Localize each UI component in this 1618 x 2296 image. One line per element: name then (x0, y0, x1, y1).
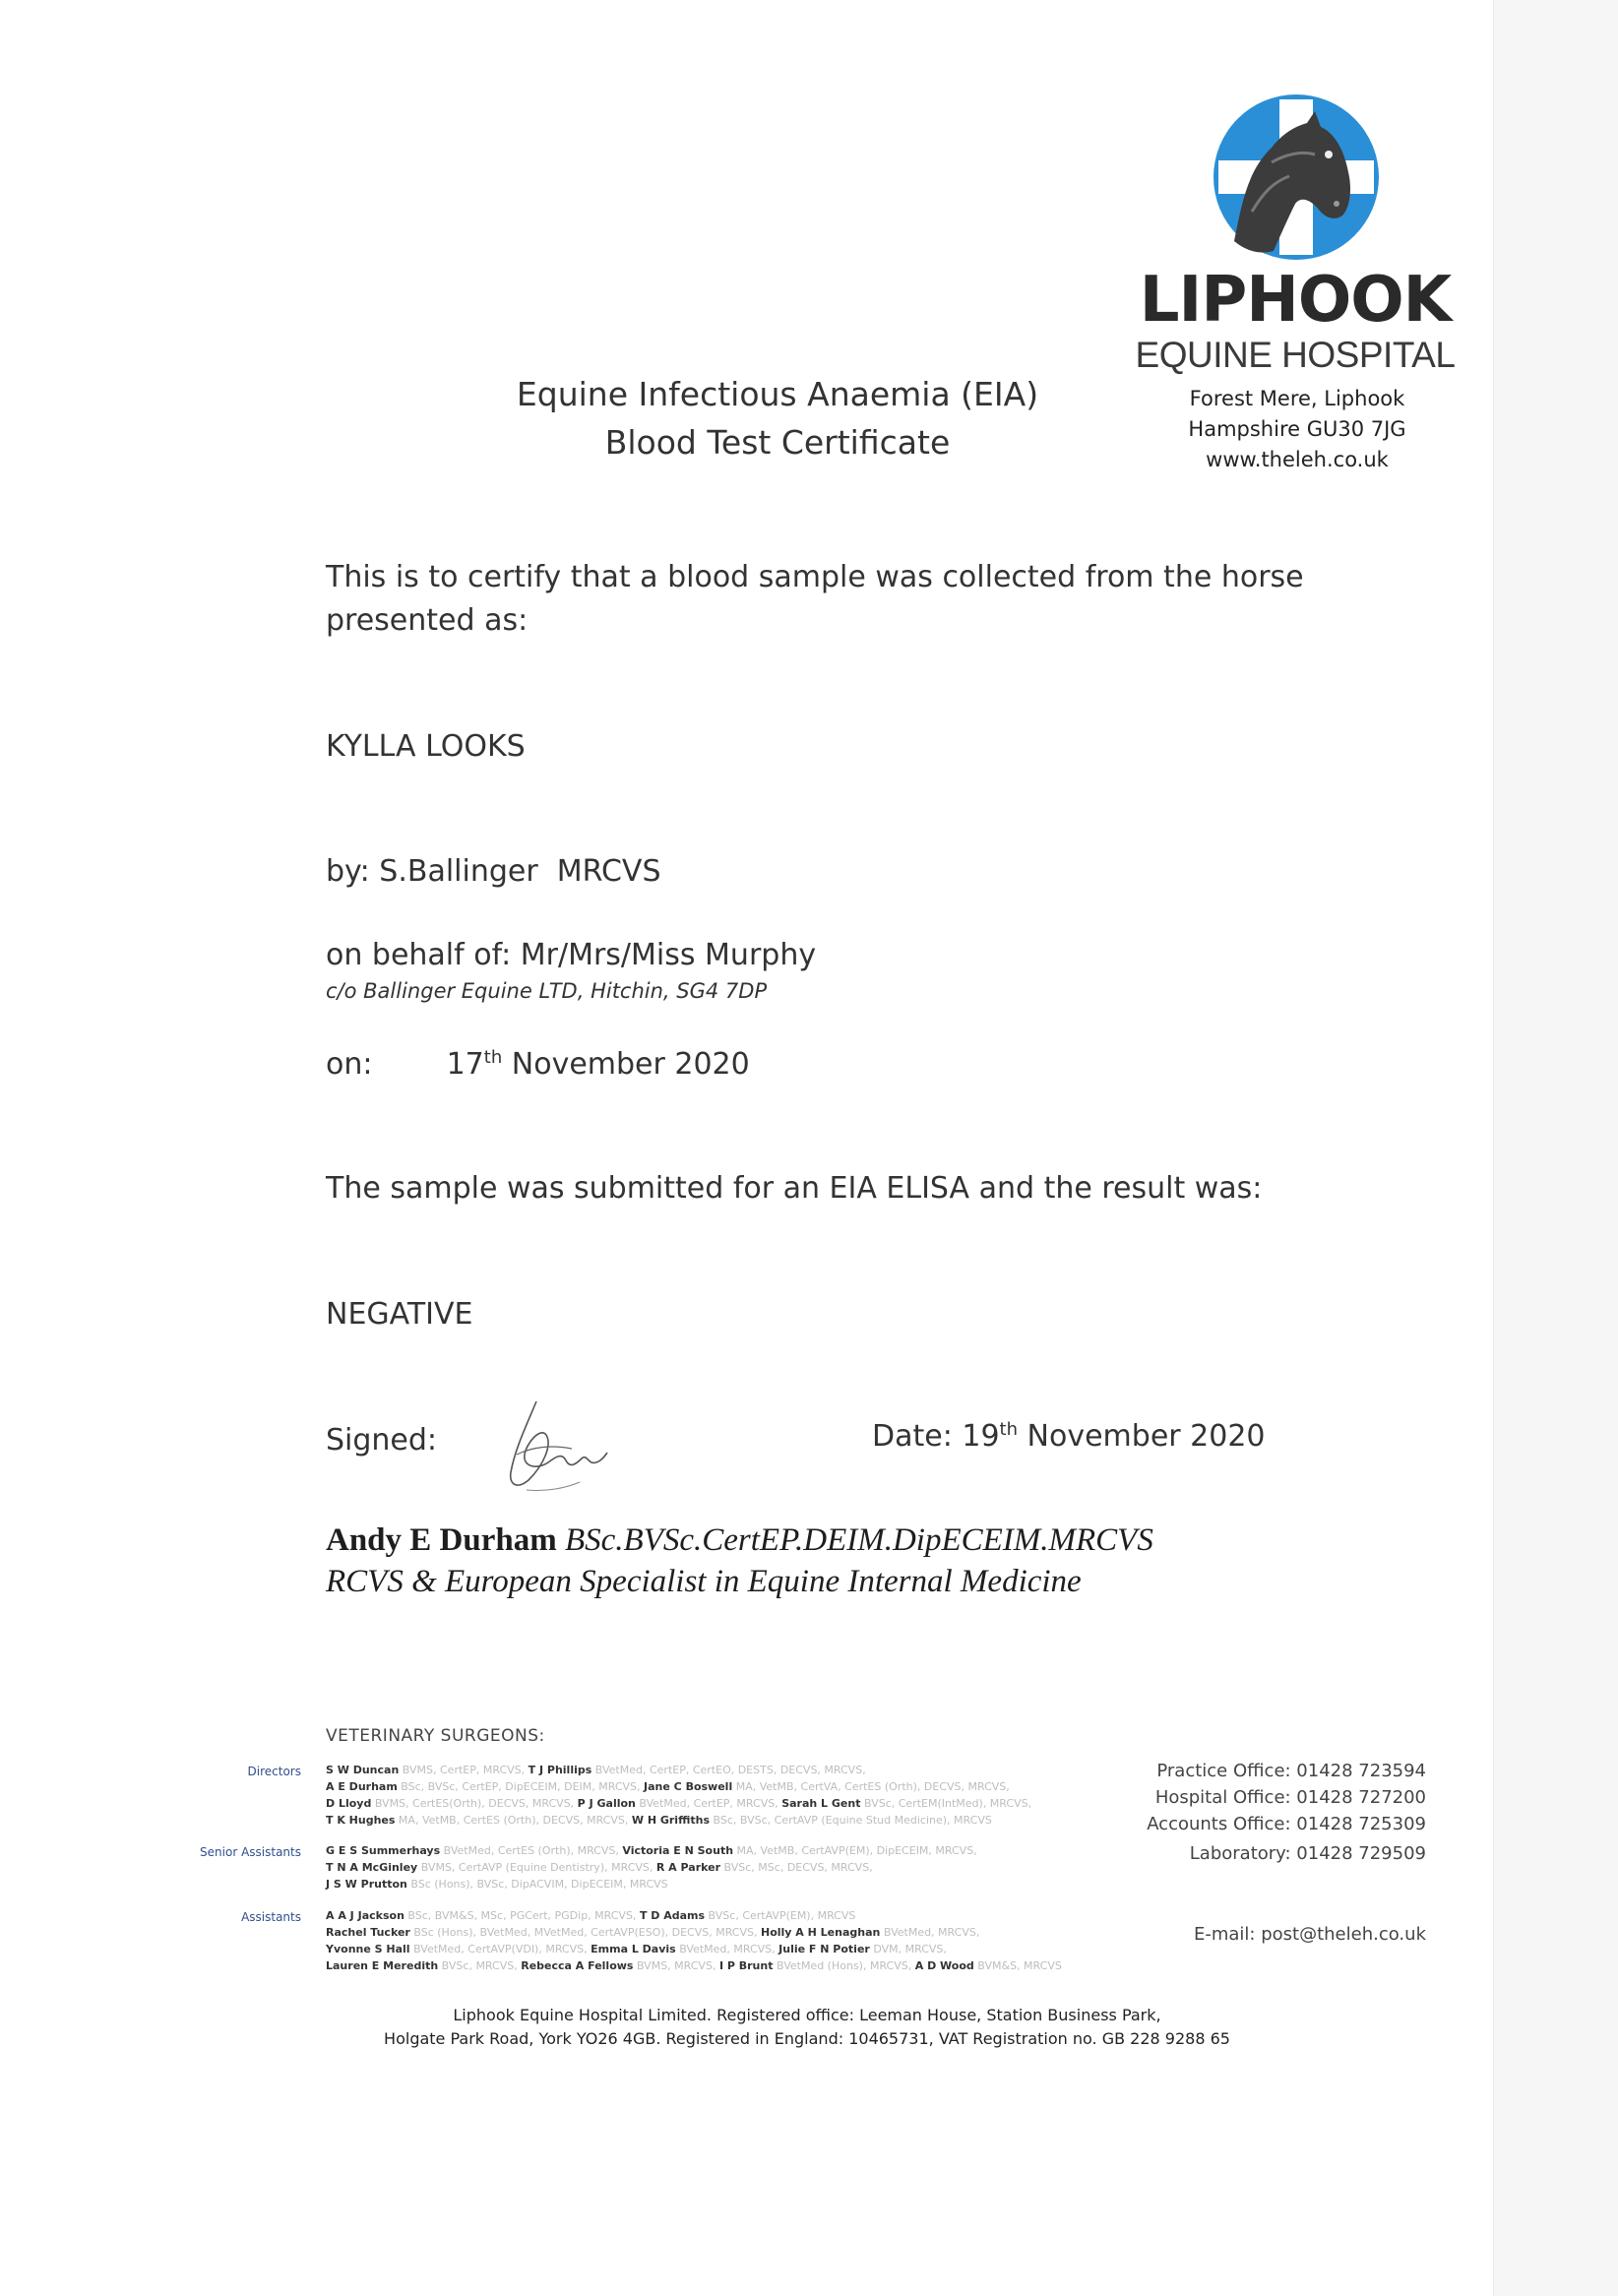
test-result: NEGATIVE (326, 1297, 473, 1332)
hospital-name: LIPHOOK (1139, 264, 1452, 337)
staff-qualifications: BVM&S, MRCVS (973, 1959, 1062, 1972)
staff-qualifications: BVSc, CertEM(IntMed), MRCVS, (860, 1797, 1032, 1810)
owner-line (326, 938, 816, 972)
staff-qualifications: BVetMed, CertEP, CertEO, DESTS, DECVS, MRCVS, (591, 1764, 866, 1776)
owner-address: c/o Ballinger Equine LTD, Hitchin, SG4 7DP (326, 979, 768, 1003)
owner-label: on behalf of: (326, 938, 512, 972)
staff-row (326, 1778, 1031, 1795)
laboratory-phone: Laboratory: 01428 729509 (1189, 1843, 1426, 1864)
email-address[interactable]: E-mail: post@theleh.co.uk (1194, 1924, 1426, 1945)
staff-name: I P Brunt (718, 1959, 774, 1972)
staff-name: S W Duncan (326, 1764, 400, 1776)
address-line-2: Hampshire GU30 7JG (1188, 417, 1406, 441)
signatory-name-line (326, 1522, 1153, 1559)
directors-list (326, 1762, 1031, 1829)
staff-qualifications: BSc (Hons), BVSc, DipACVIM, DipECEIM, MRCVS (406, 1878, 668, 1891)
vet-surgeons-heading: VETERINARY SURGEONS: (326, 1726, 545, 1746)
staff-qualifications: DVM, MRCVS, (869, 1943, 947, 1955)
staff-row (326, 1941, 1062, 1957)
horse-logo-icon (1213, 93, 1380, 261)
staff-name: D Lloyd (326, 1797, 372, 1810)
staff-name: Rachel Tucker (326, 1926, 410, 1939)
registered-office-line-1: Liphook Equine Hospital Limited. Registered office: Leeman House, Station Business Park, (453, 2006, 1161, 2024)
staff-qualifications: BVSc, MSc, DECVS, MRCVS, (720, 1861, 873, 1874)
staff-name: Sarah L Gent (781, 1797, 861, 1810)
staff-name: A E Durham (326, 1780, 398, 1793)
staff-name: Julie F N Potier (778, 1943, 870, 1955)
signatory-title: RCVS & European Specialist in Equine Internal Medicine (326, 1564, 1082, 1599)
staff-qualifications: BVetMed, MRCVS, (880, 1926, 980, 1939)
staff-name: J S W Prutton (326, 1878, 407, 1891)
senior-assistants-list (326, 1842, 977, 1893)
staff-qualifications: BVetMed, CertES (Orth), MRCVS, (440, 1844, 623, 1857)
signed-date-label: Date: (872, 1419, 953, 1454)
hospital-subtitle: EQUINE HOSPITAL (1135, 335, 1456, 375)
signed-date-line (872, 1419, 1266, 1454)
staff-row (326, 1859, 977, 1876)
collected-by-label: by: (326, 854, 370, 889)
accounts-office-phone: Accounts Office: 01428 725309 (1147, 1814, 1426, 1834)
staff-name: W H Griffiths (631, 1814, 710, 1827)
staff-qualifications: BVetMed, CertEP, MRCVS, (635, 1797, 782, 1810)
staff-qualifications: MA, VetMB, CertES (Orth), DECVS, MRCVS, (395, 1814, 632, 1827)
practice-office-phone: Practice Office: 01428 723594 (1156, 1761, 1426, 1781)
staff-name: Holly A H Lenaghan (760, 1926, 881, 1939)
staff-row (326, 1795, 1031, 1812)
staff-name: G E S Summerhays (326, 1844, 441, 1857)
website: www.theleh.co.uk (1206, 448, 1389, 471)
assistants-list (326, 1907, 1062, 1974)
collection-date: 17th November 2020 (446, 1047, 750, 1082)
directors-label: Directors (247, 1765, 301, 1778)
collection-date-line (326, 1047, 750, 1082)
staff-name: A D Wood (914, 1959, 974, 1972)
staff-qualifications: BVetMed, MRCVS, (675, 1943, 779, 1955)
intro-line-1: This is to certify that a blood sample was collected from the horse (326, 560, 1304, 594)
staff-qualifications: BVMS, CertES(Orth), DECVS, MRCVS, (371, 1797, 578, 1810)
staff-name: Emma L Davis (591, 1943, 676, 1955)
staff-name: T D Adams (639, 1909, 706, 1922)
address-line-1: Forest Mere, Liphook (1189, 387, 1405, 410)
staff-name: T J Phillips (528, 1764, 592, 1776)
staff-row (326, 1924, 1062, 1941)
staff-qualifications: BVetMed, CertAVP(VDI), MRCVS, (409, 1943, 591, 1955)
collected-by (326, 854, 661, 889)
test-statement: The sample was submitted for an EIA ELISA and the result was: (326, 1171, 1263, 1206)
registered-office-line-2: Holgate Park Road, York YO26 4GB. Registered in England: 10465731, VAT Registration no. GB 228 9288 65 (384, 2029, 1230, 2048)
staff-row (326, 1842, 977, 1859)
staff-name: Victoria E N South (622, 1844, 734, 1857)
signature-image (497, 1396, 625, 1494)
staff-qualifications: MA, VetMB, CertVA, CertES (Orth), DECVS, MRCVS, (732, 1780, 1010, 1793)
staff-row (326, 1876, 977, 1893)
staff-qualifications: BVSc, CertAVP(EM), MRCVS (705, 1909, 856, 1922)
signatory-qualifications: BSc.BVSc.CertEP.DEIM.DipECEIM.MRCVS (556, 1522, 1153, 1558)
staff-name: Yvonne S Hall (326, 1943, 410, 1955)
staff-name: R A Parker (655, 1861, 721, 1874)
staff-row (326, 1762, 1031, 1778)
collection-date-label: on: (326, 1047, 373, 1082)
staff-qualifications: MA, VetMB, CertAVP(EM), DipECEIM, MRCVS, (733, 1844, 977, 1857)
horse-name: KYLLA LOOKS (326, 729, 526, 764)
staff-qualifications: BVetMed (Hons), MRCVS, (773, 1959, 915, 1972)
certificate-title-line-1: Equine Infectious Anaemia (EIA) (516, 375, 1039, 413)
staff-name: Lauren E Meredith (326, 1959, 439, 1972)
staff-qualifications: BSc, BVSc, CertAVP (Equine Stud Medicine), MRCVS (710, 1814, 992, 1827)
scan-edge (1494, 0, 1618, 2296)
hospital-office-phone: Hospital Office: 01428 727200 (1154, 1787, 1426, 1808)
staff-qualifications: BVMS, CertEP, MRCVS, (399, 1764, 529, 1776)
staff-name: A A J Jackson (326, 1909, 404, 1922)
senior-assistants-label: Senior Assistants (200, 1845, 301, 1859)
owner-name: Mr/Mrs/Miss Murphy (520, 938, 817, 972)
staff-qualifications: BSc (Hons), BVetMed, MVetMed, CertAVP(ESO), DECVS, MRCVS, (409, 1926, 761, 1939)
staff-name: Rebecca A Fellows (521, 1959, 634, 1972)
staff-qualifications: BSc, BVSc, CertEP, DipECEIM, DEIM, MRCVS, (397, 1780, 645, 1793)
staff-name: P J Gallon (577, 1797, 636, 1810)
staff-qualifications: BVSc, MRCVS, (438, 1959, 522, 1972)
certificate-title-line-2: Blood Test Certificate (604, 423, 951, 462)
signed-label: Signed: (326, 1423, 438, 1458)
signed-date: 19th November 2020 (962, 1419, 1266, 1454)
staff-name: T N A McGinley (326, 1861, 418, 1874)
signatory-name: Andy E Durham (326, 1522, 557, 1558)
staff-qualifications: BSc, BVM&S, MSc, PGCert, PGDip, MRCVS, (404, 1909, 640, 1922)
staff-name: Jane C Boswell (644, 1780, 733, 1793)
assistants-label: Assistants (241, 1910, 301, 1924)
collected-by-vet: S.Ballinger MRCVS (379, 854, 661, 889)
staff-row (326, 1957, 1062, 1974)
staff-row (326, 1907, 1062, 1924)
staff-row (326, 1812, 1031, 1829)
intro-line-2: presented as: (326, 603, 529, 638)
staff-name: T K Hughes (326, 1814, 396, 1827)
staff-qualifications: BVMS, MRCVS, (633, 1959, 719, 1972)
staff-qualifications: BVMS, CertAVP (Equine Dentistry), MRCVS, (417, 1861, 656, 1874)
